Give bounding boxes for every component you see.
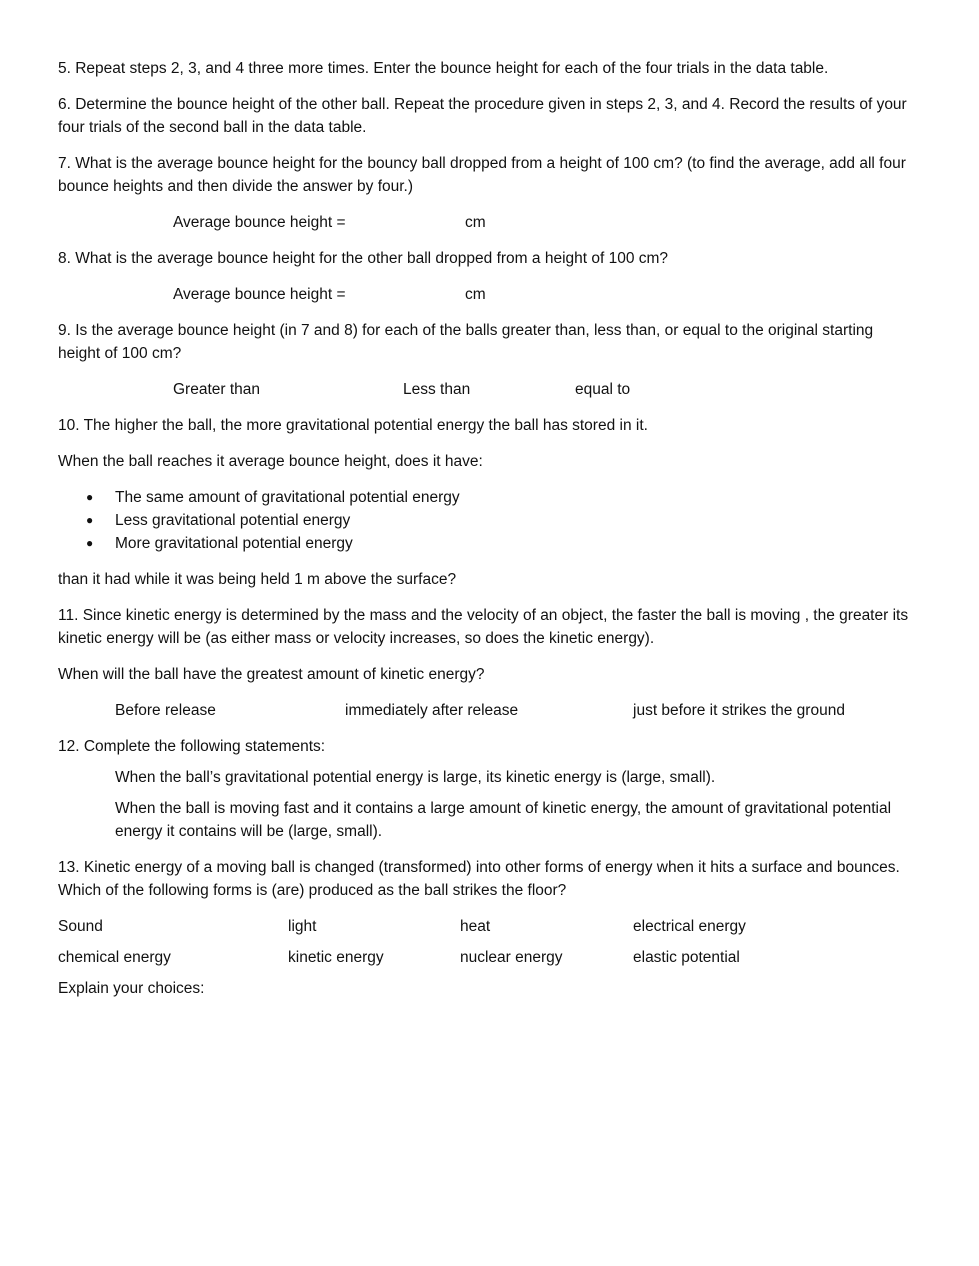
option-light: light: [288, 918, 317, 935]
question-8: 8. What is the average bounce height for the other ball dropped from a height of 100 cm?: [58, 250, 669, 267]
option-heat: heat: [460, 918, 491, 935]
option-sound: Sound: [58, 918, 103, 935]
average-bounce-label: Average bounce height =: [173, 214, 346, 231]
question-10-prompt: When the ball reaches it average bounce height, does it have:: [58, 453, 483, 470]
list-item: ● The same amount of gravitational potential energy: [58, 486, 918, 509]
question-11: 11. Since kinetic energy is determined by the mass and the velocity of an object, the faster the ball is moving , the greater its kinetic energy will be (as either mass or velocity increases, so does the kinetic energy).: [58, 607, 909, 647]
question-12-statements: [58, 766, 918, 843]
question-12: 12. Complete the following statements:: [58, 738, 326, 755]
explain-choices-prompt: Explain your choices:: [58, 980, 205, 997]
question-9: 9. Is the average bounce height (in 7 and 8) for each of the balls greater than, less than, or equal to the original starting height of 100 cm?: [58, 322, 874, 362]
question-13: 13. Kinetic energy of a moving ball is changed (transformed) into other forms of energy when it hits a surface and bounces. Which of the following forms is (are) produced as the ball strikes the floor?: [58, 859, 900, 899]
option-electrical-energy: electrical energy: [633, 918, 746, 935]
option-less-than: Less than: [403, 381, 471, 398]
option-after-release: immediately after release: [345, 702, 519, 719]
question-7-answer-line: [58, 211, 918, 234]
option-before-ground: just before it strikes the ground: [633, 702, 845, 719]
average-bounce-label: Average bounce height =: [173, 286, 346, 303]
question-8-answer-line: [58, 283, 918, 306]
question-9-options: [58, 378, 918, 401]
question-5: 5. Repeat steps 2, 3, and 4 three more times. Enter the bounce height for each of the four trials in the data table.: [58, 60, 829, 77]
question-13-options-row-2: [58, 946, 918, 969]
question-10: 10. The higher the ball, the more gravitational potential energy the ball has stored in it.: [58, 417, 648, 434]
unit-cm: cm: [465, 214, 486, 231]
option-greater-than: Greater than: [173, 381, 261, 398]
option-nuclear-energy: nuclear energy: [460, 949, 563, 966]
statement-2: When the ball is moving fast and it contains a large amount of kinetic energy, the amount of gravitational potential energy it contains will be (large, small).: [115, 800, 892, 840]
question-7: 7. What is the average bounce height for the bouncy ball dropped from a height of 100 cm? (to find the average, add all four bounce heights and then divide the answer by four.): [58, 155, 906, 195]
question-11-options: [58, 699, 918, 722]
list-item: ● More gravitational potential energy: [58, 532, 918, 555]
option-kinetic-energy: kinetic energy: [288, 949, 384, 966]
option-before-release: Before release: [115, 702, 216, 719]
question-13-options-row-1: [58, 915, 918, 938]
option-elastic-potential: elastic potential: [633, 949, 740, 966]
worksheet-page: [58, 57, 918, 1000]
unit-cm: cm: [465, 286, 486, 303]
question-10-bullet-list: [58, 486, 918, 555]
question-10-tail: than it had while it was being held 1 m above the surface?: [58, 571, 457, 588]
question-6: 6. Determine the bounce height of the other ball. Repeat the procedure given in steps 2, 3, and 4. Record the results of your four trials of the second ball in the data table.: [58, 96, 907, 136]
option-chemical-energy: chemical energy: [58, 949, 171, 966]
option-equal-to: equal to: [575, 381, 631, 398]
question-11-prompt: When will the ball have the greatest amount of kinetic energy?: [58, 666, 485, 683]
list-item: ● Less gravitational potential energy: [58, 509, 918, 532]
statement-1: When the ball’s gravitational potential energy is large, its kinetic energy is (large, small).: [115, 769, 716, 786]
